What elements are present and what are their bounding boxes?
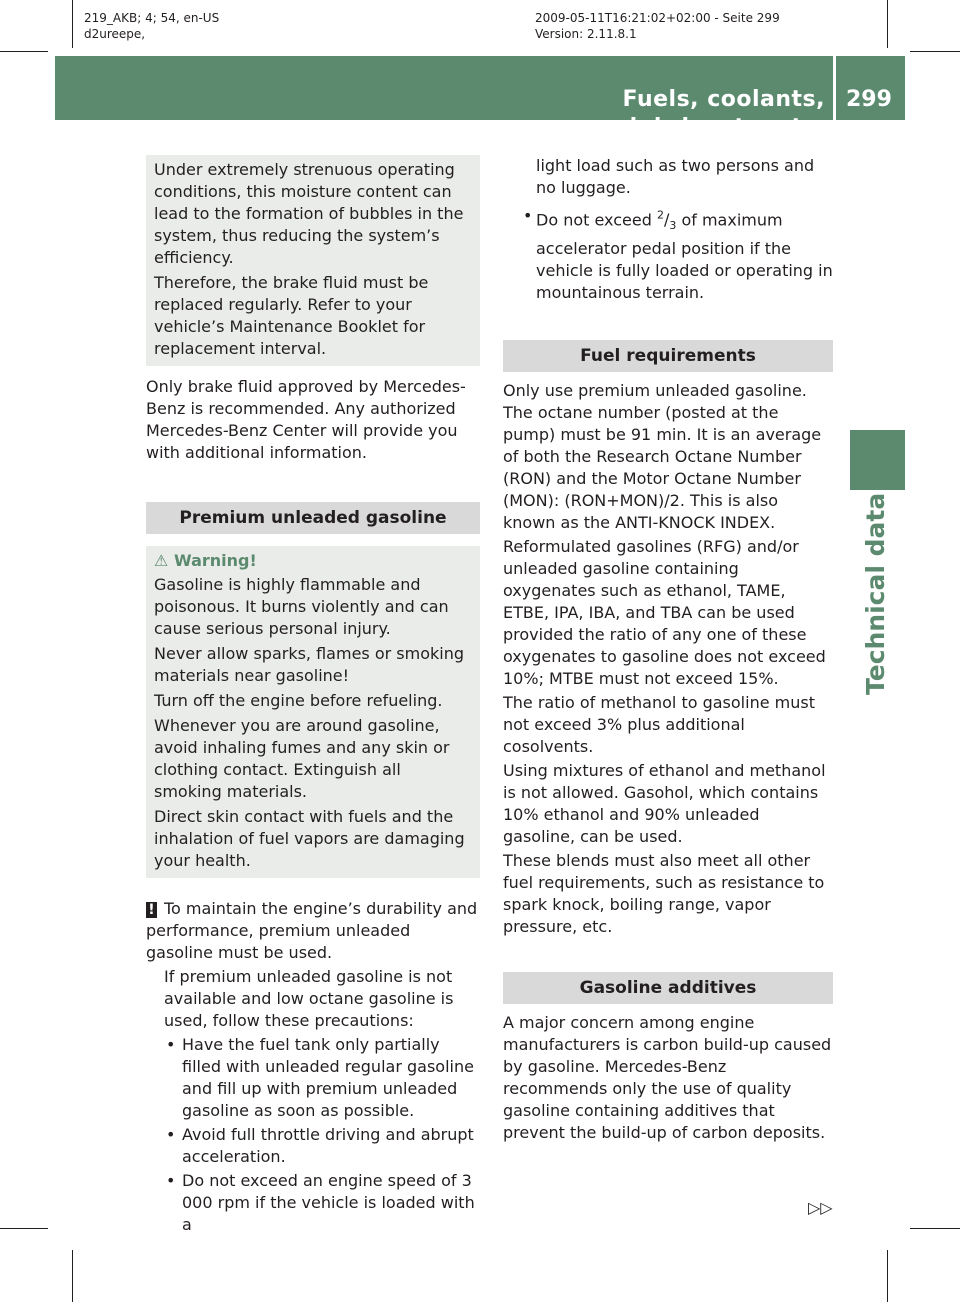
bullet-icon: • (166, 1125, 176, 1144)
list-item (146, 1124, 480, 1168)
fuel-paragraph: The ratio of methanol to gasoline must not exceed 3% plus additional cosolvents. (503, 692, 815, 756)
fuel-paragraph: Reformulated gasolines (RFG) and/or unleaded gasoline containing oxygenates such as ethanol, TAME, ETBE, IPA, IBA, and TBA can be used provided the ratio of any one of these oxygenates to gasoline does not exceed 10%; MTBE must not exceed 15%. (503, 536, 826, 688)
section-tab-marker (850, 430, 905, 490)
list-item-text: Do not exceed an engine speed of 3 000 rpm if the vehicle is loaded with a (182, 1171, 475, 1234)
note-paragraph: Under extremely strenuous operating conditions, this moisture content can lead to the formation of bubbles in the system, thus reducing the system’s efficiency. (154, 160, 464, 267)
note-box (146, 155, 480, 366)
pedal-text-before: Do not exceed (536, 210, 652, 230)
crop-mark (887, 0, 888, 48)
crop-mark (910, 51, 960, 52)
page-number: 299 (846, 87, 892, 112)
right-column (503, 155, 833, 1146)
print-meta-line: 219_AKB; 4; 54, en-US (84, 11, 220, 25)
additives-paragraph: A major concern among engine manufacturers is carbon build-up caused by gasoline. Mercedes-Benz recommends only the use of quality gasoline containing additives that prevent the build-up of carbon deposits. (503, 1012, 832, 1142)
bullet-icon: • (166, 1171, 176, 1190)
bullet-icon: • (166, 1035, 176, 1054)
warning-box (146, 546, 480, 878)
notice-text: To maintain the engine’s durability and performance, premium unleaded gasoline must be used. (146, 899, 478, 962)
notice-block (146, 898, 480, 1236)
fuel-paragraph: Using mixtures of ethanol and methanol is not allowed. Gasohol, which contains 10% ethanol and 90% unleaded gasoline, can be used. (503, 760, 826, 846)
warning-title (154, 550, 472, 572)
crop-mark (72, 0, 73, 48)
left-column (146, 155, 480, 1238)
section-heading-premium: Premium unleaded gasoline (146, 502, 480, 534)
print-meta-line: Version: 2.11.8.1 (535, 27, 637, 41)
notice-followup: If premium unleaded gasoline is not available and low octane gasoline is used, follow these precautions: (164, 967, 454, 1030)
fraction-numerator: 2 (656, 209, 664, 222)
print-meta-right (535, 10, 780, 42)
brake-fluid-paragraph: Only brake fluid approved by Mercedes-Benz is recommended. Any authorized Mercedes-Benz Center will provide you with additional information. (146, 377, 466, 462)
list-item-text: Avoid full throttle driving and abrupt acceleration. (182, 1125, 474, 1166)
print-meta-line: d2ureepe, (84, 27, 146, 41)
section-heading-fuel: Fuel requirements (503, 340, 833, 372)
print-meta-line: 2009-05-11T16:21:02+02:00 - Seite 299 (535, 11, 780, 25)
warning-paragraph: Whenever you are around gasoline, avoid inhaling fumes and any skin or clothing contact. Extinguish all smoking materials. (154, 716, 450, 801)
notice-paragraph (146, 898, 480, 964)
fuel-requirements (503, 380, 833, 938)
list-item (146, 1034, 480, 1122)
section-heading-additives: Gasoline additives (503, 972, 833, 1004)
list-item (503, 205, 833, 304)
warning-paragraph: Direct skin contact with fuels and the inhalation of fuel vapors are damaging your health. (154, 807, 465, 870)
warning-title-text: Warning! (174, 551, 257, 570)
list-item-text: Have the fuel tank only partially filled with unleaded regular gasoline and fill up with premium unleaded gasoline as soon as possible. (182, 1035, 474, 1120)
continued-text: light load such as two persons and no luggage. (536, 156, 815, 197)
section-tab-label: Technical data (861, 492, 890, 695)
crop-mark (0, 51, 48, 52)
crop-mark (887, 1250, 888, 1302)
header-divider (833, 56, 836, 120)
warning-triangle-icon: ⚠ (154, 551, 169, 570)
fuel-paragraph: These blends must also meet all other fuel requirements, such as resistance to spark knock, boiling range, vapor pressure, etc. (503, 850, 825, 936)
notice-icon: ! (146, 902, 157, 918)
print-meta-left (84, 10, 219, 42)
pedal-text-after: of maximum accelerator pedal position if the vehicle is fully loaded or operating in mountainous terrain. (536, 210, 833, 302)
list-item (146, 1170, 480, 1236)
warning-paragraph: Gasoline is highly flammable and poisonous. It burns violently and can cause serious personal injury. (154, 575, 449, 638)
continue-arrow-icon: ▷▷ (808, 1198, 833, 1217)
fraction-two-thirds: $^2/_3$ (656, 209, 677, 233)
page-title: Fuels, coolants, lubricants, etc. (622, 87, 825, 140)
crop-mark (0, 1228, 48, 1229)
note-paragraph: Therefore, the brake fluid must be replaced regularly. Refer to your vehicle’s Maintenance Booklet for replacement interval. (154, 273, 429, 358)
crop-mark (910, 1228, 960, 1229)
fraction-denominator: 3 (669, 219, 677, 233)
fuel-paragraph: Only use premium unleaded gasoline. The octane number (posted at the pump) must be 91 min. It is an average of both the Research Octane Number (RON) and the Motor Octane Number (MON): (RON+MON)/2. This is also known as the ANTI-KNOCK INDEX. (503, 380, 822, 532)
warning-paragraph: Turn off the engine before refueling. (154, 691, 443, 710)
warning-paragraph: Never allow sparks, flames or smoking materials near gasoline! (154, 644, 464, 685)
bullet-icon: • (523, 206, 533, 225)
crop-mark (72, 1250, 73, 1302)
